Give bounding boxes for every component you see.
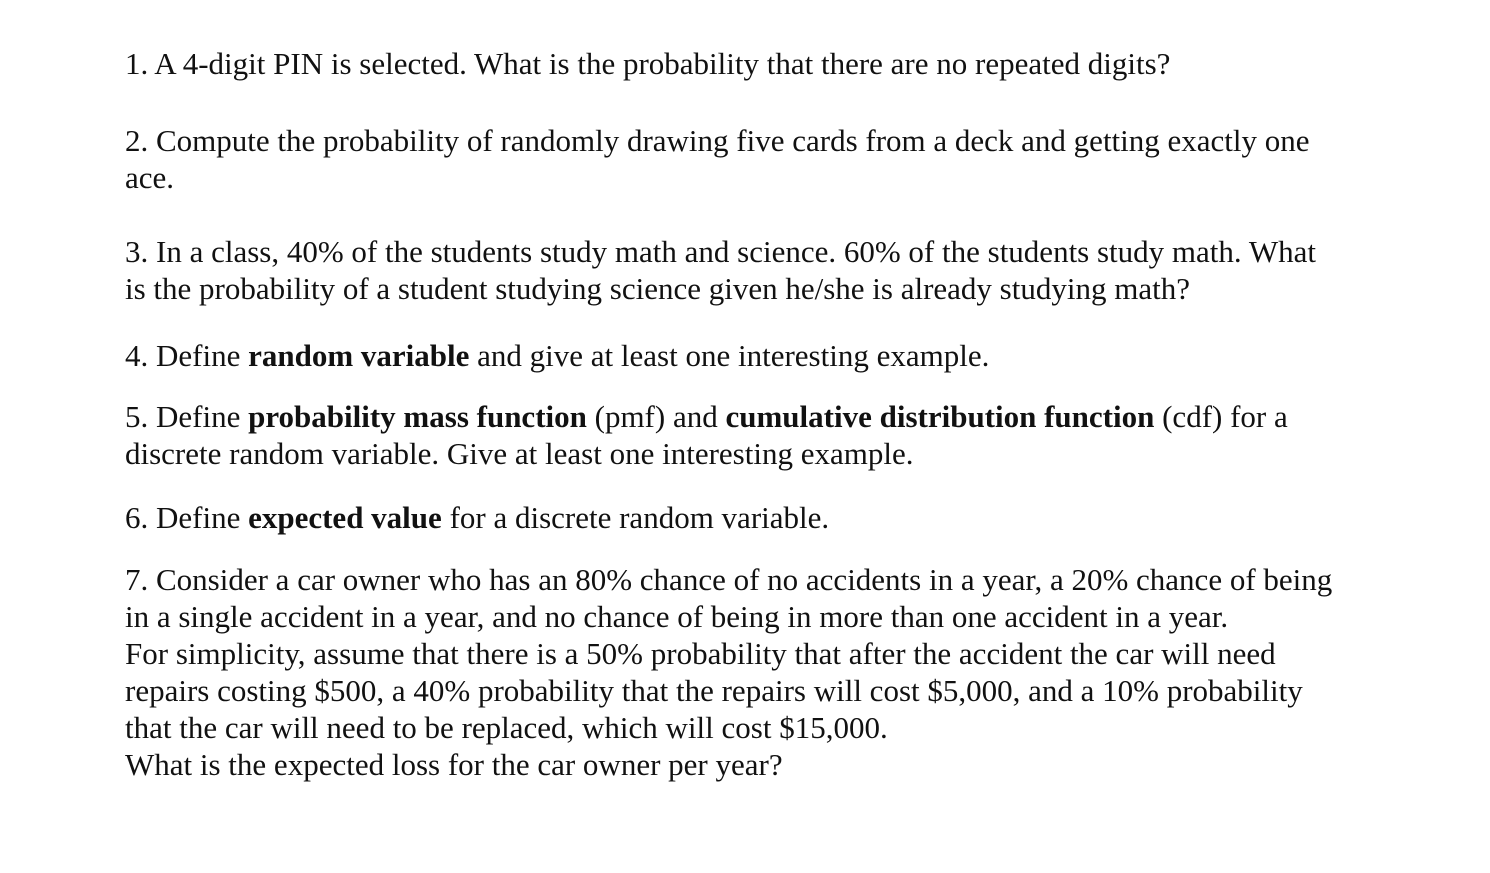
- text-segment: 5. Define: [125, 399, 249, 434]
- question-line: [125, 598, 1385, 635]
- text-segment: What is the expected loss for the car owner per year?: [125, 747, 783, 782]
- question-line: [125, 337, 1385, 374]
- question-line: [125, 561, 1385, 598]
- question-line: [125, 746, 1385, 783]
- text-segment: repairs costing $500, a 40% probability that the repairs will cost $5,000, and a 10% probability: [125, 673, 1303, 708]
- bold-term: random variable: [248, 338, 470, 373]
- text-segment: (cdf) for a: [1154, 399, 1288, 434]
- question-7: [125, 561, 1385, 783]
- text-segment: discrete random variable. Give at least one interesting example.: [125, 436, 914, 471]
- text-segment: (pmf) and: [586, 399, 726, 434]
- text-segment: is the probability of a student studying science given he/she is already studying math?: [125, 271, 1190, 306]
- text-segment: 1. A 4-digit PIN is selected. What is the probability that there are no repeated digits?: [125, 46, 1171, 81]
- text-segment: 4. Define: [125, 338, 249, 373]
- text-segment: in a single accident in a year, and no chance of being in more than one accident in a year.: [125, 599, 1229, 634]
- text-segment: ace.: [125, 160, 175, 195]
- text-segment: and give at least one interesting example.: [469, 338, 990, 373]
- question-line: [125, 122, 1385, 159]
- question-line: [125, 159, 1385, 196]
- text-segment: 3. In a class, 40% of the students study math and science. 60% of the students study math. What: [125, 234, 1316, 269]
- text-segment: 7. Consider a car owner who has an 80% chance of no accidents in a year, a 20% chance of being: [125, 562, 1333, 597]
- question-line: [125, 672, 1385, 709]
- question-line: [125, 709, 1385, 746]
- text-segment: 6. Define: [125, 500, 249, 535]
- question-line: [125, 635, 1385, 672]
- question-line: [125, 398, 1385, 435]
- question-2: [125, 122, 1385, 196]
- question-1: [125, 45, 1385, 82]
- text-segment: that the car will need to be replaced, which will cost $15,000.: [125, 710, 888, 745]
- bold-term: cumulative distribution function: [725, 399, 1155, 434]
- question-line: [125, 233, 1385, 270]
- bold-term: expected value: [248, 500, 442, 535]
- text-segment: for a discrete random variable.: [441, 500, 830, 535]
- question-6: [125, 499, 1385, 536]
- question-5: [125, 398, 1385, 472]
- question-line: [125, 499, 1385, 536]
- text-segment: 2. Compute the probability of randomly drawing five cards from a deck and getting exactly one: [125, 123, 1310, 158]
- question-3: [125, 233, 1385, 307]
- text-segment: For simplicity, assume that there is a 50% probability that after the accident the car will need: [125, 636, 1276, 671]
- question-line: [125, 435, 1385, 472]
- question-line: [125, 270, 1385, 307]
- bold-term: probability mass function: [248, 399, 587, 434]
- question-line: [125, 45, 1385, 82]
- question-4: [125, 337, 1385, 374]
